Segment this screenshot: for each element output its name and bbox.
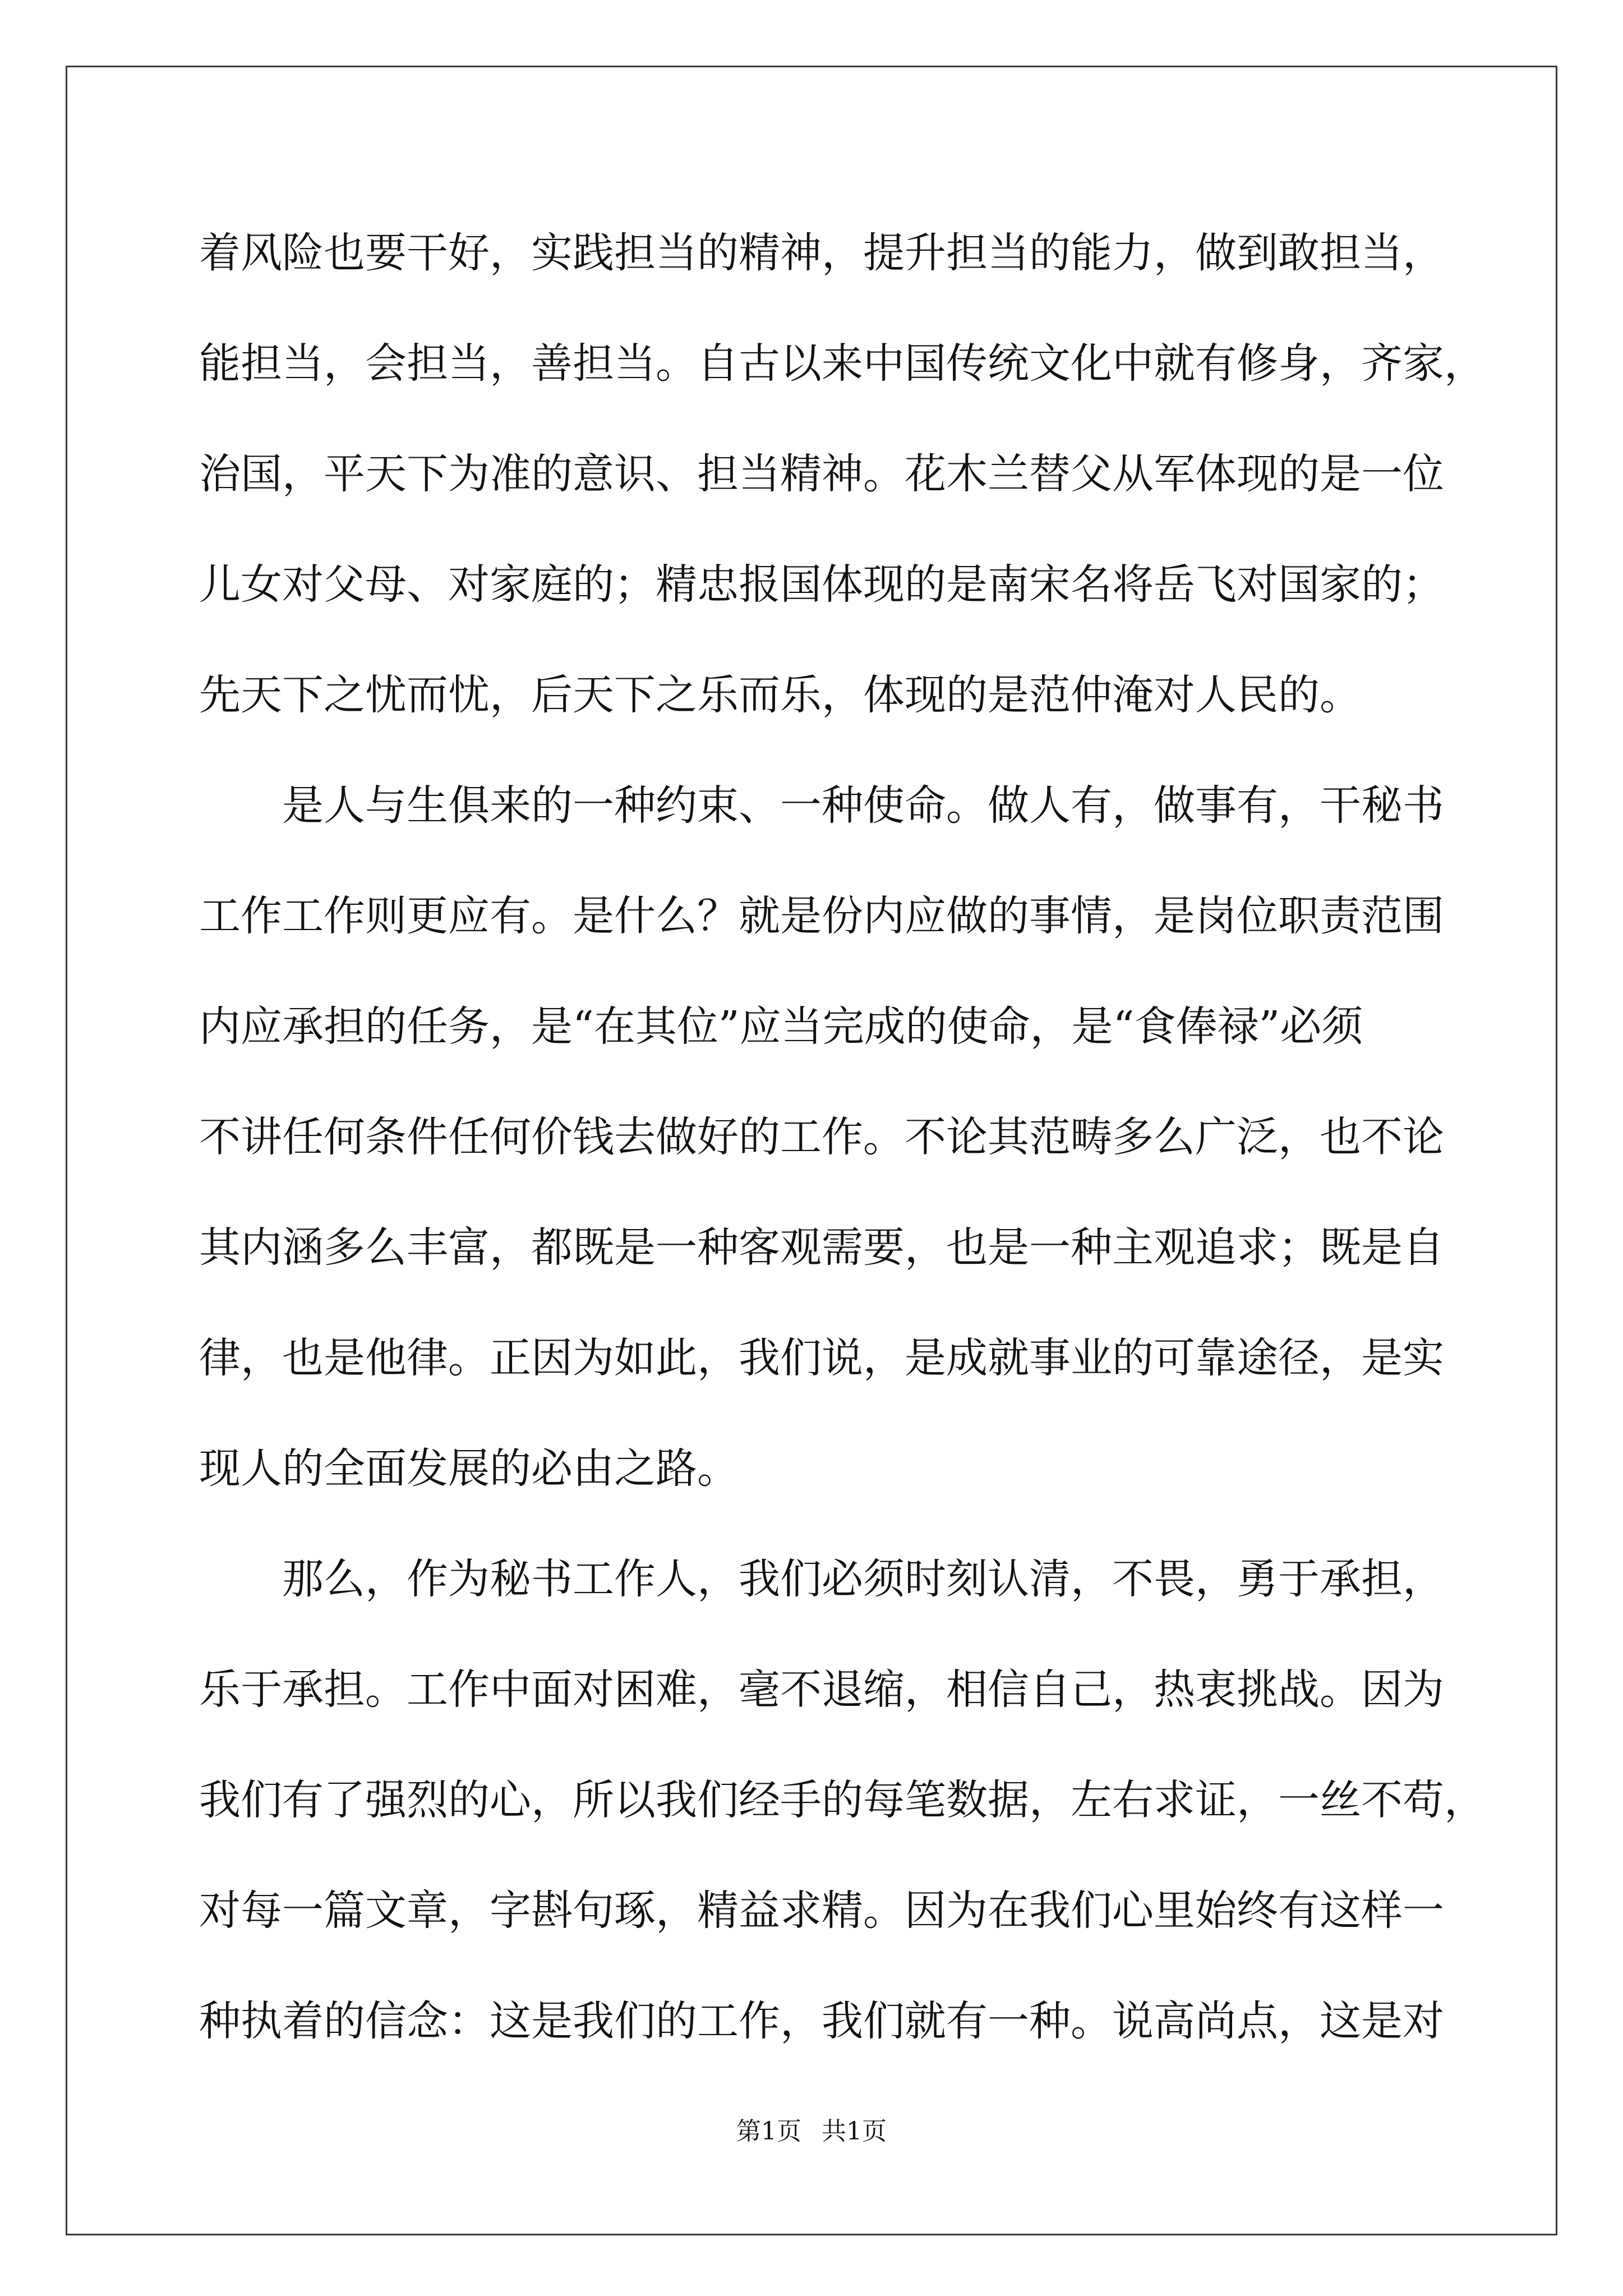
- text-line: 乐于承担。工作中面对困难，毫不退缩，相信自己，热衷挑战。因为: [199, 1665, 1444, 1714]
- text-line: 先天下之忧而忧，后天下之乐而乐，体现的是范仲淹对人民的。: [199, 671, 1361, 719]
- text-line: 儿女对父母、对家庭的；精忠报国体现的是南宋名将岳飞对国家的；: [199, 560, 1444, 609]
- page-number: 第1页: [736, 2117, 801, 2146]
- text-line: 能担当，会担当，善担当。自古以来中国传统文化中就有修身，齐家，: [199, 339, 1486, 388]
- text-line: 那么，作为秘书工作人，我们必须时刻认清，不畏，勇于承担，: [282, 1555, 1444, 1603]
- text-line: 着风险也要干好，实践担当的精神，提升担当的能力，做到敢担当，: [199, 229, 1444, 277]
- text-line: 是人与生俱来的一种约束、一种使命。做人有，做事有，干秘书: [282, 781, 1444, 830]
- text-line: 种执着的信念：这是我们的工作，我们就有一种。说高尚点，这是对: [199, 1997, 1444, 2045]
- text-line: 对每一篇文章，字斟句琢，精益求精。因为在我们心里始终有这样一: [199, 1887, 1444, 1935]
- page-total: 共1页: [822, 2117, 887, 2146]
- text-line: 律，也是他律。正因为如此，我们说，是成就事业的可靠途径，是实: [199, 1334, 1444, 1382]
- text-line: 工作工作则更应有。是什么？就是份内应做的事情，是岗位职责范围: [199, 892, 1444, 940]
- text-line: 现人的全面发展的必由之路。: [199, 1444, 739, 1493]
- text-line: 治国，平天下为准的意识、担当精神。花木兰替父从军体现的是一位: [199, 450, 1444, 498]
- text-line: 其内涵多么丰富，都既是一种客观需要，也是一种主观追求；既是自: [199, 1223, 1444, 1272]
- text-line: 我们有了强烈的心，所以我们经手的每笔数据，左右求证，一丝不苟，: [199, 1776, 1486, 1824]
- text-line: 不讲任何条件任何价钱去做好的工作。不论其范畴多么广泛，也不论: [199, 1113, 1444, 1161]
- text-line: 内应承担的任务，是“在其位”应当完成的使命，是“食俸禄”必须: [199, 1002, 1363, 1051]
- paragraph-3: [199, 1537, 1486, 2090]
- document-body: [199, 211, 1486, 2090]
- paragraph-1: [199, 211, 1486, 763]
- paragraph-2: [199, 763, 1444, 1537]
- page-footer: [0, 2115, 1623, 2148]
